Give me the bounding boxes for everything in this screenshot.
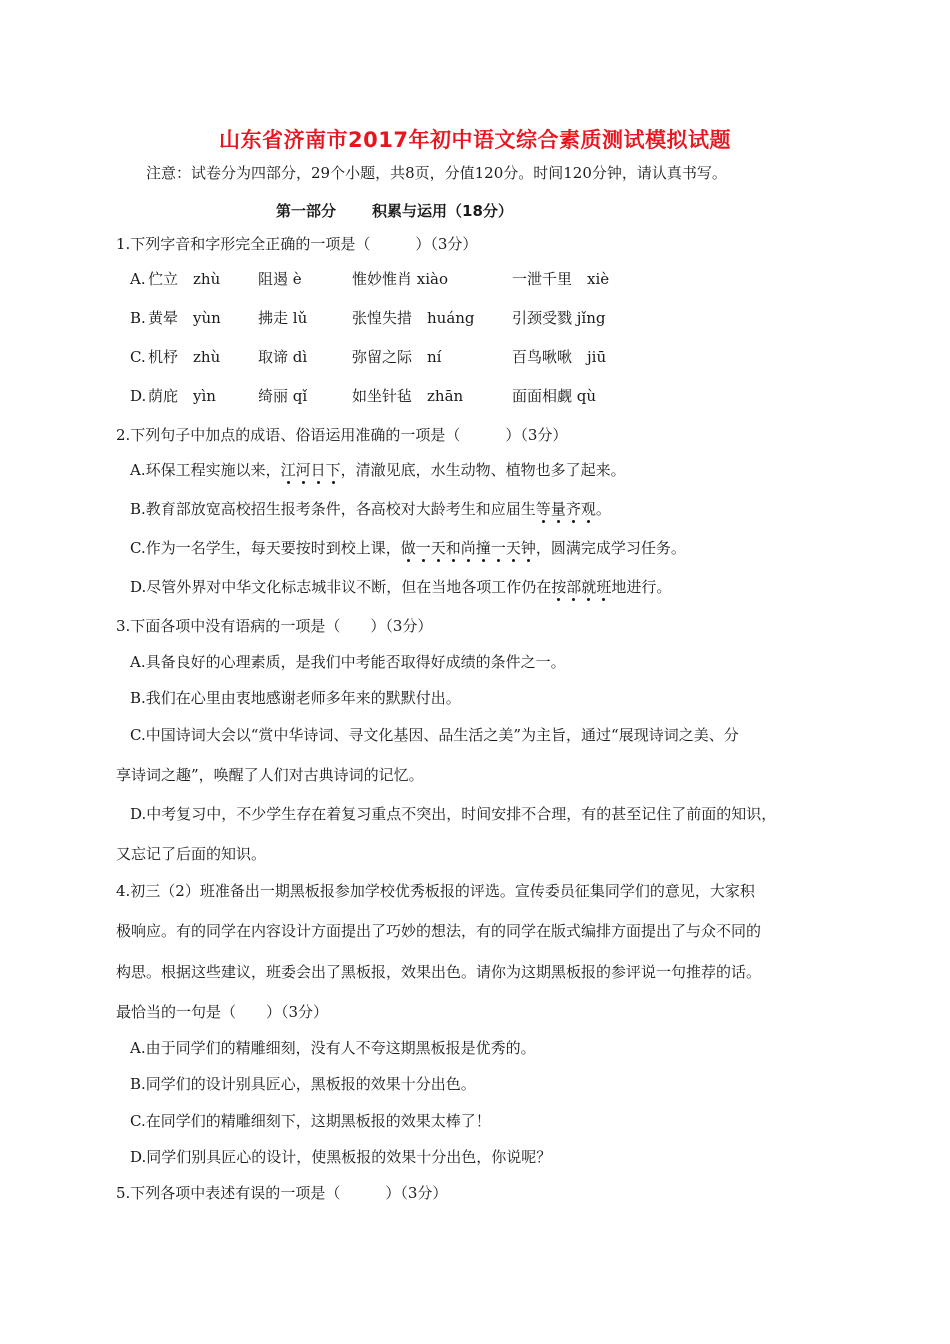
document-title: 山东省济南市2017年初中语文综合素质测试模拟试题 — [219, 128, 731, 152]
emphasis-char: 天 — [430, 539, 446, 557]
option-item: 黄晕 yùn — [148, 309, 221, 327]
question-2-option-d: D.尽管外界对中华文化标志城非议不断，但在当地各项工作仍在按部就班地进行。 — [130, 578, 672, 596]
option-item: 取谛 dì — [258, 348, 308, 366]
option-item: 阻遏 è — [258, 270, 302, 288]
question-4-stem-line-2: 极响应。有的同学在内容设计方面提出了巧妙的想法，有的同学在版式编排方面提出了与众不同的 — [116, 922, 762, 940]
option-item: 伫立 zhù — [148, 270, 221, 288]
emphasis-char: 部 — [566, 578, 582, 596]
option-item: 一泄千里 xiè — [512, 270, 610, 288]
emphasis-char: 按 — [551, 578, 567, 596]
question-3-option-c-line-2: 享诗词之趣”，唤醒了人们对古典诗词的记忆。 — [116, 766, 424, 784]
emphasis-char: 齐 — [565, 500, 581, 518]
emphasis-char: 量 — [550, 500, 566, 518]
emphasis-char: 河 — [295, 461, 311, 479]
question-4-option-c: C.在同学们的精雕细刻下，这期黑板报的效果太棒了！ — [130, 1112, 491, 1130]
option-item: 机杼 zhù — [148, 348, 221, 366]
option-item: 拂走 lǔ — [258, 309, 308, 327]
question-3-option-c-line-1: C.中国诗词大会以“赏中华诗词、寻文化基因、品生活之美”为主旨，通过“展现诗词之美、分 — [130, 726, 739, 744]
option-item: 引颈受戮 jǐng — [512, 309, 606, 327]
emphasis-char: 一 — [415, 539, 431, 557]
emphasis-char: 撞 — [475, 539, 491, 557]
emphasis-char: 和 — [445, 539, 461, 557]
question-1-stem: 1.下列字音和字形完全正确的一项是（ ）（3分） — [116, 235, 478, 253]
question-4-stem-line-3: 构思。根据这些建议，班委会出了黑板报，效果出色。请你为这期黑板报的参评说一句推荐的话。 — [116, 963, 762, 981]
emphasis-char: 江 — [280, 461, 296, 479]
question-2-option-a: A.环保工程实施以来，江河日下，清澈见底，水生动物、植物也多了起来。 — [130, 461, 626, 479]
emphasis-char: 就 — [581, 578, 597, 596]
option-item: 张惶失措 huáng — [352, 309, 475, 327]
emphasis-char: 观 — [580, 500, 596, 518]
section-label: 第一部分 — [276, 202, 337, 220]
emphasis-char: 钟 — [520, 539, 536, 557]
section-name: 积累与运用（18分） — [372, 202, 513, 220]
question-3-stem: 3.下面各项中没有语病的一项是（ ）（3分） — [116, 617, 433, 635]
question-2-option-b: B.教育部放宽高校招生报考条件，各高校对大龄考生和应届生等量齐观。 — [130, 500, 611, 518]
section-heading — [276, 200, 513, 222]
option-letter: D. — [130, 387, 147, 405]
emphasis-char: 做 — [400, 539, 416, 557]
option-item: 百鸟啾啾 jiū — [512, 348, 607, 366]
question-4-stem-line-4: 最恰当的一句是（ ）（3分） — [116, 1003, 329, 1021]
question-4-option-b: B.同学们的设计别具匠心，黑板报的效果十分出色。 — [130, 1075, 476, 1093]
question-4-option-a: A.由于同学们的精雕细刻，没有人不夸这期黑板报是优秀的。 — [130, 1039, 536, 1057]
option-item: 如坐针毡 zhān — [352, 387, 464, 405]
emphasis-char: 日 — [310, 461, 326, 479]
question-4-stem-line-1: 4.初三（2）班准备出一期黑板报参加学校优秀板报的评选。宣传委员征集同学们的意见，大家积 — [116, 882, 755, 900]
question-2-stem: 2.下列句子中加点的成语、俗语运用准确的一项是（ ）（3分） — [116, 426, 568, 444]
emphasis-char: 尚 — [460, 539, 476, 557]
option-item: 面面相觑 qù — [512, 387, 597, 405]
emphasis-char: 天 — [505, 539, 521, 557]
option-item: 弥留之际 ní — [352, 348, 442, 366]
question-3-option-d-line-2: 又忘记了后面的知识。 — [116, 845, 267, 863]
option-letter: A. — [130, 270, 146, 288]
emphasis-char: 一 — [490, 539, 506, 557]
exam-notice: 注意：试卷分为四部分，29个小题，共8页，分值120分。时间120分钟，请认真书写。 — [146, 164, 727, 182]
question-3-option-d-line-1: D.中考复习中，不少学生存在着复习重点不突出，时间安排不合理，有的甚至记住了前面的知识， — [130, 805, 777, 823]
emphasis-char: 下 — [325, 461, 341, 479]
emphasis-char: 等 — [535, 500, 551, 518]
option-letter: B. — [130, 309, 146, 327]
option-item: 荫庇 yìn — [148, 387, 216, 405]
option-item: 惟妙惟肖 xiào — [352, 270, 448, 288]
question-5-stem: 5.下列各项中表述有误的一项是（ ）（3分） — [116, 1184, 448, 1202]
question-3-option-b: B.我们在心里由衷地感谢老师多年来的默默付出。 — [130, 689, 461, 707]
emphasis-char: 班 — [596, 578, 612, 596]
question-4-option-d: D.同学们别具匠心的设计，使黑板报的效果十分出色，你说呢？ — [130, 1148, 552, 1166]
question-3-option-a: A.具备良好的心理素质，是我们中考能否取得好成绩的条件之一。 — [130, 653, 566, 671]
option-letter: C. — [130, 348, 146, 366]
option-item: 绮丽 qǐ — [258, 387, 308, 405]
question-2-option-c: C.作为一名学生，每天要按时到校上课，做一天和尚撞一天钟，圆满完成学习任务。 — [130, 539, 686, 557]
